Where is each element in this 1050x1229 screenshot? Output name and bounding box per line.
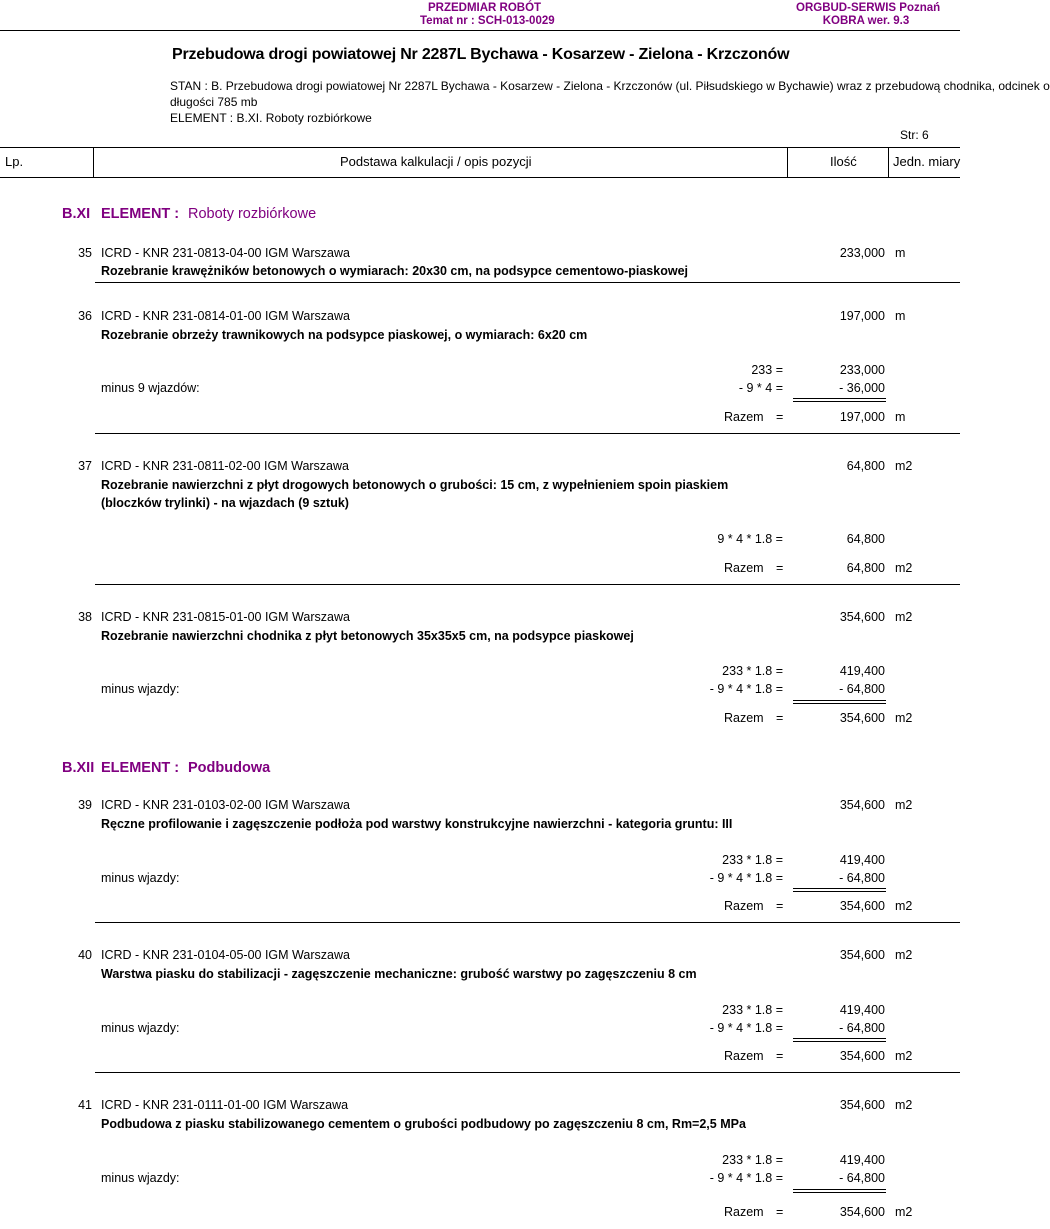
item-lp: 38 — [78, 610, 92, 624]
col-lp: Lp. — [5, 154, 24, 169]
calc-value: - 64,800 — [839, 1171, 885, 1185]
calc-label: minus wjazdy: — [101, 871, 180, 885]
total-label: Razem — [724, 1049, 764, 1063]
item-description: Rozebranie obrzeży trawnikowych na podsypce piaskowej, o wymiarach: 6x20 cm — [101, 328, 588, 342]
total-value: 354,600 — [839, 1205, 885, 1219]
total-label: Razem — [724, 561, 764, 575]
item-code: ICRD - KNR 231-0104-05-00 IGM Warszawa — [101, 948, 350, 962]
software-version: KOBRA wer. 9.3 — [822, 15, 910, 27]
total-unit: m — [895, 410, 906, 424]
item-unit: m2 — [895, 798, 913, 812]
calc-expression: - 9 * 4 * 1.8 = — [709, 682, 783, 696]
item-unit: m2 — [895, 948, 913, 962]
calc-expression: 233 * 1.8 = — [722, 664, 783, 678]
item-lp: 41 — [78, 1098, 92, 1112]
item-lp: 37 — [78, 459, 92, 473]
col-unit: Jedn. miary — [893, 154, 961, 169]
total-value: 197,000 — [839, 410, 885, 424]
col-qty: Ilość — [830, 154, 857, 169]
section-label: ELEMENT : — [101, 760, 180, 776]
sum-underline — [793, 1189, 886, 1193]
calc-value: 419,400 — [839, 1003, 885, 1017]
calc-value: 64,800 — [846, 532, 885, 546]
calc-label: minus wjazdy: — [101, 1021, 180, 1035]
item-separator — [95, 922, 960, 923]
company-name: ORGBUD-SERWIS Poznań — [796, 2, 941, 14]
total-label: Razem — [724, 711, 764, 725]
total-label: Razem — [724, 410, 764, 424]
item-separator — [95, 282, 960, 283]
item-lp: 40 — [78, 948, 92, 962]
col-divider-1 — [93, 147, 94, 178]
total-value: 354,600 — [839, 711, 885, 725]
item-unit: m — [895, 309, 906, 323]
calc-value: - 64,800 — [839, 871, 885, 885]
item-description: Podbudowa z piasku stabilizowanego cementem o grubości podbudowy po zagęszczeniu 8 cm, Rm=2,5 MPa — [101, 1117, 746, 1131]
calc-expression: 9 * 4 * 1.8 = — [717, 532, 783, 546]
calc-value: 419,400 — [839, 1153, 885, 1167]
element-line: ELEMENT : B.XI. Roboty rozbiórkowe — [170, 111, 372, 125]
total-equals: = — [776, 1205, 784, 1219]
section-name: Roboty rozbiórkowe — [188, 206, 317, 222]
total-unit: m2 — [895, 1049, 913, 1063]
stan-line-1: STAN : B. Przebudowa drogi powiatowej Nr 2287L Bychawa - Kosarzew - Zielona - Krzczonów (ul. Piłsudskiego w Bychawie) wraz z przebudową chodnika, odcinek o — [170, 79, 1050, 93]
item-code: ICRD - KNR 231-0111-01-00 IGM Warszawa — [101, 1098, 349, 1112]
calc-value: - 64,800 — [839, 1021, 885, 1035]
calc-expression: - 9 * 4 * 1.8 = — [709, 1171, 783, 1185]
calc-expression: - 9 * 4 * 1.8 = — [709, 871, 783, 885]
item-qty: 64,800 — [846, 459, 885, 473]
col-divider-3 — [888, 147, 889, 178]
total-value: 354,600 — [839, 1049, 885, 1063]
total-value: 64,800 — [846, 561, 885, 575]
item-qty: 354,600 — [839, 798, 885, 812]
item-code: ICRD - KNR 231-0811-02-00 IGM Warszawa — [101, 459, 349, 473]
item-qty: 354,600 — [839, 610, 885, 624]
calc-expression: 233 = — [751, 363, 783, 377]
calc-label: minus 9 wjazdów: — [101, 381, 200, 395]
item-lp: 35 — [78, 246, 92, 260]
item-qty: 233,000 — [839, 246, 885, 260]
calc-expression: - 9 * 4 = — [738, 381, 783, 395]
section-label: ELEMENT : — [101, 206, 180, 222]
total-equals: = — [776, 561, 784, 575]
calc-value: 419,400 — [839, 853, 885, 867]
item-description: Warstwa piasku do stabilizacji - zagęszczenie mechaniczne: grubość warstwy po zagęszczeniu 8 cm — [101, 967, 697, 981]
calc-value: 419,400 — [839, 664, 885, 678]
col-divider-2 — [787, 147, 788, 178]
item-qty: 354,600 — [839, 1098, 885, 1112]
total-unit: m2 — [895, 711, 913, 725]
total-label: Razem — [724, 899, 764, 913]
calc-expression: - 9 * 4 * 1.8 = — [709, 1021, 783, 1035]
section-code: B.XII — [62, 760, 95, 776]
item-separator — [95, 1072, 960, 1073]
total-equals: = — [776, 711, 784, 725]
section-name: Podbudowa — [188, 760, 271, 776]
sum-underline — [793, 398, 886, 402]
report-type: PRZEDMIAR ROBÓT — [428, 2, 542, 14]
item-unit: m — [895, 246, 906, 260]
stan-line-2: długości 785 mb — [170, 95, 258, 109]
item-description: Rozebranie nawierzchni chodnika z płyt betonowych 35x35x5 cm, na podsypce piaskowej — [101, 629, 634, 643]
calc-label: minus wjazdy: — [101, 682, 180, 696]
total-equals: = — [776, 899, 784, 913]
item-lp: 39 — [78, 798, 92, 812]
table-header-top — [0, 147, 960, 148]
item-code: ICRD - KNR 231-0813-04-00 IGM Warszawa — [101, 246, 350, 260]
item-unit: m2 — [895, 1098, 913, 1112]
calc-expression: 233 * 1.8 = — [722, 1003, 783, 1017]
item-code: ICRD - KNR 231-0815-01-00 IGM Warszawa — [101, 610, 350, 624]
item-code: ICRD - KNR 231-0814-01-00 IGM Warszawa — [101, 309, 350, 323]
sum-underline — [793, 888, 886, 892]
section-code: B.XI — [62, 206, 91, 222]
item-code: ICRD - KNR 231-0103-02-00 IGM Warszawa — [101, 798, 350, 812]
item-description-cont: (bloczków trylinki) - na wjazdach (9 sztuk) — [101, 496, 349, 510]
item-unit: m2 — [895, 610, 913, 624]
total-unit: m2 — [895, 561, 913, 575]
item-unit: m2 — [895, 459, 913, 473]
total-unit: m2 — [895, 899, 913, 913]
page-number: Str: 6 — [900, 128, 929, 142]
total-unit: m2 — [895, 1205, 913, 1219]
item-separator — [95, 584, 960, 585]
total-label: Razem — [724, 1205, 764, 1219]
calc-label: minus wjazdy: — [101, 1171, 180, 1185]
calc-expression: 233 * 1.8 = — [722, 1153, 783, 1167]
calc-expression: 233 * 1.8 = — [722, 853, 783, 867]
item-qty: 197,000 — [839, 309, 885, 323]
calc-value: 233,000 — [839, 363, 885, 377]
total-equals: = — [776, 1049, 784, 1063]
item-description: Rozebranie krawężników betonowych o wymiarach: 20x30 cm, na podsypce cementowo-piaskowej — [101, 264, 688, 278]
col-basis: Podstawa kalkulacji / opis pozycji — [340, 154, 532, 169]
calc-value: - 36,000 — [839, 381, 885, 395]
item-separator — [95, 433, 960, 434]
item-description: Rozebranie nawierzchni z płyt drogowych betonowych o grubości: 15 cm, z wypełnieniem spoin piaskiem — [101, 478, 729, 492]
document-title: Przebudowa drogi powiatowej Nr 2287L Bychawa - Kosarzew - Zielona - Krzczonów — [172, 46, 790, 63]
item-description: Ręczne profilowanie i zagęszczenie podłoża pod warstwy konstrukcyjne nawierzchni - kategoria gruntu: III — [101, 817, 733, 831]
topic-number: Temat nr : SCH-013-0029 — [420, 15, 555, 27]
header-divider — [0, 30, 960, 31]
sum-underline — [793, 700, 886, 704]
total-value: 354,600 — [839, 899, 885, 913]
sum-underline — [793, 1038, 886, 1042]
total-equals: = — [776, 410, 784, 424]
calc-value: - 64,800 — [839, 682, 885, 696]
item-qty: 354,600 — [839, 948, 885, 962]
table-header-bottom — [0, 177, 960, 178]
item-lp: 36 — [78, 309, 92, 323]
